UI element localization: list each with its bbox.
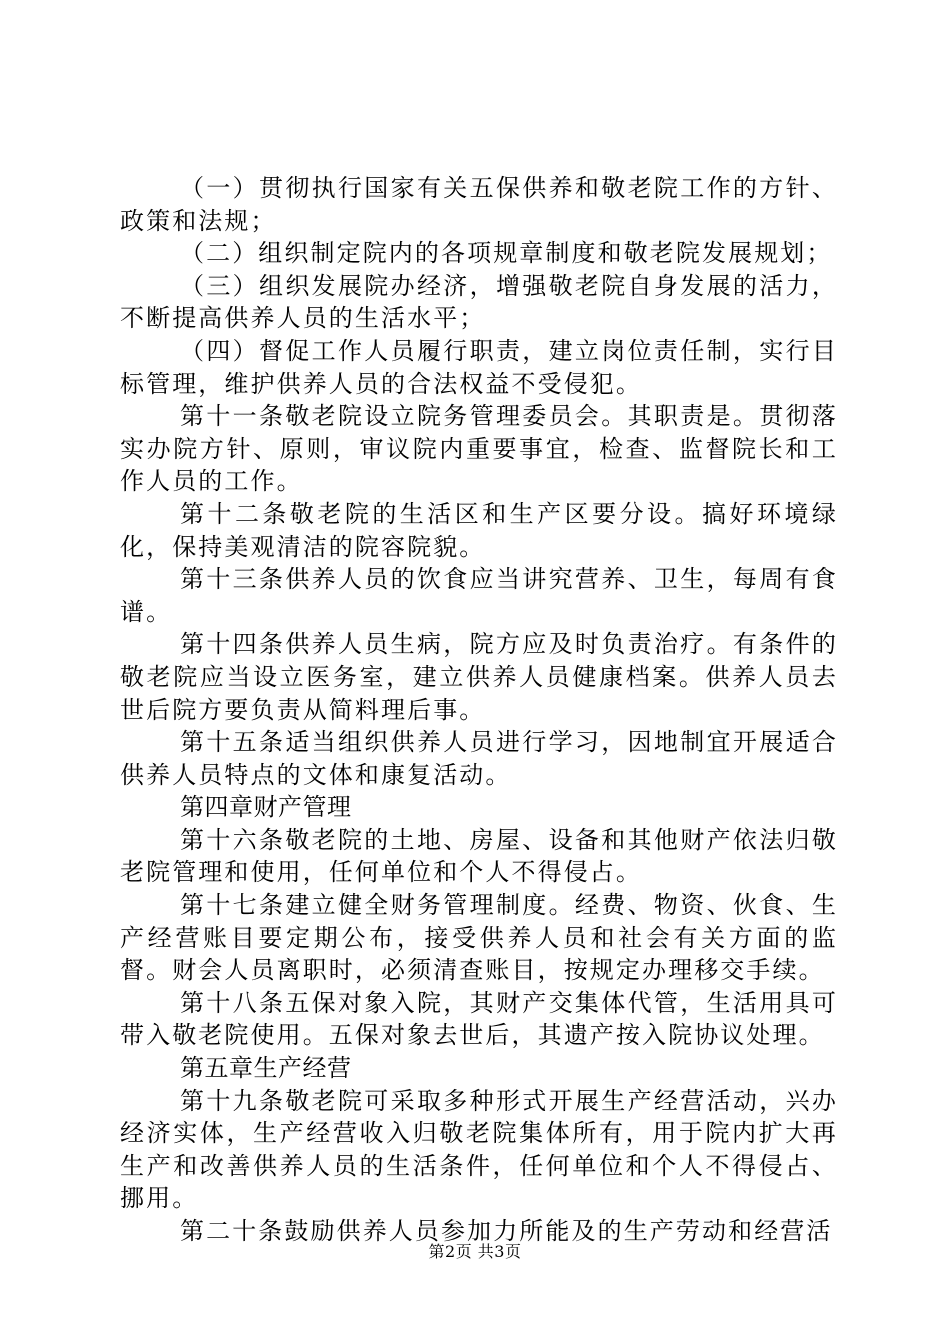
paragraph-article-17: 第十七条建立健全财务管理制度。经费、物资、伙食、生产经营账目要定期公布，接受供养人员和社会有关方面的监督。财会人员离职时，必须清查账目，按规定办理移交手续。 bbox=[120, 891, 838, 985]
paragraph-article-12: 第十二条敬老院的生活区和生产区要分设。搞好环境绿化，保持美观清洁的院容院貌。 bbox=[120, 499, 838, 561]
paragraph-clause-3: （三）组织发展院办经济，增强敬老院自身发展的活力，不断提高供养人员的生活水平； bbox=[120, 271, 838, 333]
paragraph-article-19: 第十九条敬老院可采取多种形式开展生产经营活动，兴办经济实体，生产经营收入归敬老院集体所有，用于院内扩大再生产和改善供养人员的生活条件，任何单位和个人不得侵占、挪用。 bbox=[120, 1086, 838, 1213]
chapter-heading-4: 第四章财产管理 bbox=[180, 793, 352, 822]
paragraph-article-14: 第十四条供养人员生病，院方应及时负责治疗。有条件的敬老院应当设立医务室，建立供养人员健康档案。供养人员去世后院方要负责从简料理后事。 bbox=[120, 630, 838, 724]
document-body bbox=[120, 172, 838, 1248]
paragraph-clause-2: （二）组织制定院内的各项规章制度和敬老院发展规划； bbox=[180, 239, 833, 268]
paragraph-article-18: 第十八条五保对象入院，其财产交集体代管，生活用具可带入敬老院使用。五保对象去世后，其遗产按入院协议处理。 bbox=[120, 988, 838, 1050]
paragraph-clause-4: （四）督促工作人员履行职责，建立岗位责任制，实行目标管理，维护供养人员的合法权益不受侵犯。 bbox=[120, 336, 838, 398]
paragraph-article-16: 第十六条敬老院的土地、房屋、设备和其他财产依法归敬老院管理和使用，任何单位和个人不得侵占。 bbox=[120, 825, 838, 887]
page-footer: 第2页 共3页 bbox=[428, 1242, 522, 1261]
paragraph-article-20: 第二十条鼓励供养人员参加力所能及的生产劳动和经营活 bbox=[180, 1217, 833, 1245]
paragraph-clause-1: （一）贯彻执行国家有关五保供养和敬老院工作的方针、政策和法规； bbox=[120, 174, 838, 235]
paragraph-article-13: 第十三条供养人员的饮食应当讲究营养、卫生，每周有食谱。 bbox=[120, 565, 838, 626]
chapter-heading-5: 第五章生产经营 bbox=[180, 1054, 352, 1083]
paragraph-article-11: 第十一条敬老院设立院务管理委员会。其职责是。贯彻落实办院方针、原则，审议院内重要事宜，检查、监督院长和工作人员的工作。 bbox=[120, 402, 838, 496]
paragraph-article-15: 第十五条适当组织供养人员进行学习，因地制宜开展适合供养人员特点的文体和康复活动。 bbox=[120, 728, 838, 789]
